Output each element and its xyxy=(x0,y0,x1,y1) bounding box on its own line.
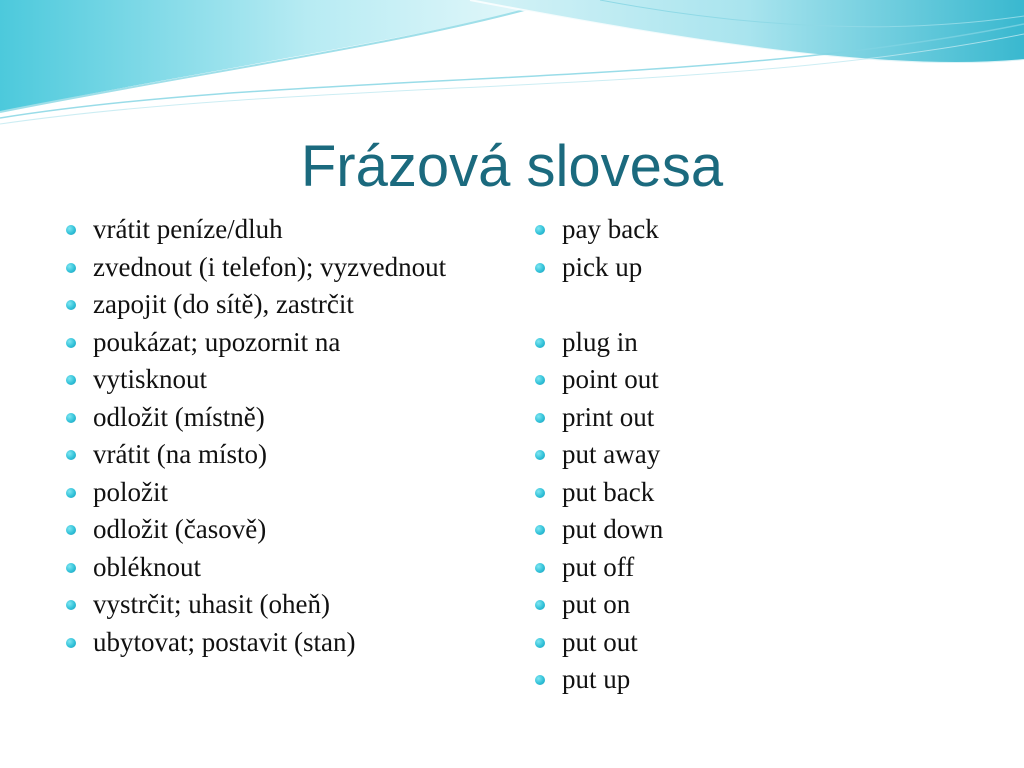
list-item: vystrčit; uhasit (oheň) xyxy=(66,589,486,619)
list-item: položit xyxy=(66,477,486,507)
list-item: pick up xyxy=(535,252,855,282)
list-item: vrátit peníze/dluh xyxy=(66,214,486,244)
list-item: obléknout xyxy=(66,552,486,582)
list-item: point out xyxy=(535,364,855,394)
list-item: odložit (časově) xyxy=(66,514,486,544)
list-item: odložit (místně) xyxy=(66,402,486,432)
slide-title: Frázová slovesa xyxy=(300,134,724,199)
list-item: put on xyxy=(535,589,855,619)
list-item: put off xyxy=(535,552,855,582)
list-item: print out xyxy=(535,402,855,432)
list-item: ubytovat; postavit (stan) xyxy=(66,627,486,657)
list-item: poukázat; upozornit na xyxy=(66,327,486,357)
list-item: vytisknout xyxy=(66,364,486,394)
list-item: zvednout (i telefon); vyzvednout xyxy=(66,252,486,282)
list-item: zapojit (do sítě), zastrčit xyxy=(66,289,486,319)
list-item: put up xyxy=(535,664,855,694)
decorative-wave-banner xyxy=(0,0,1024,140)
list-spacer xyxy=(535,289,855,319)
phrasal-verbs-list xyxy=(535,214,855,702)
list-item: put back xyxy=(535,477,855,507)
list-item: vrátit (na místo) xyxy=(66,439,486,469)
list-item: pay back xyxy=(535,214,855,244)
list-item: put away xyxy=(535,439,855,469)
czech-meanings-list xyxy=(66,214,486,664)
list-item: put down xyxy=(535,514,855,544)
list-item: plug in xyxy=(535,327,855,357)
list-item: put out xyxy=(535,627,855,657)
